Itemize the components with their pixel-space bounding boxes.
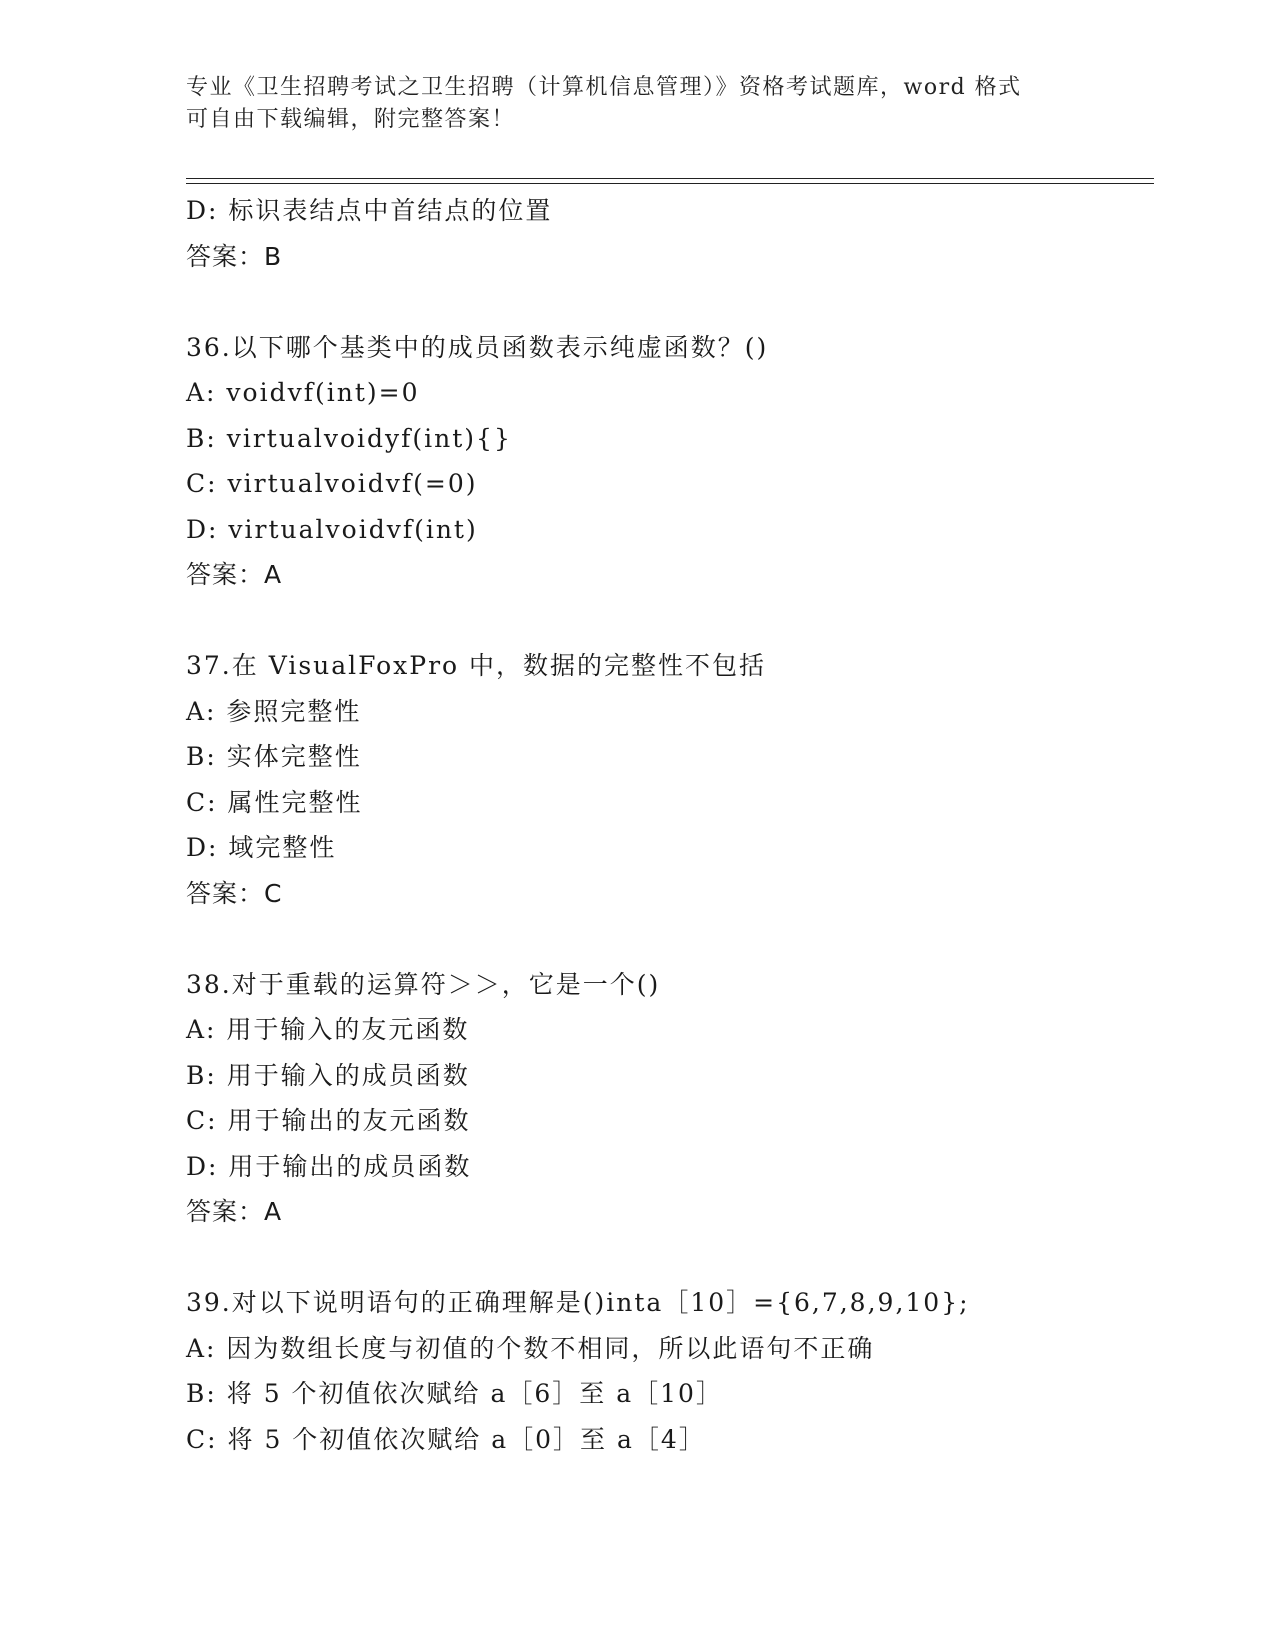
spacer xyxy=(186,916,1146,962)
option-c: C: virtualvoidvf(=0) xyxy=(186,469,478,498)
question-39 xyxy=(186,1280,1146,1462)
option-d: D: 域完整性 xyxy=(186,833,337,862)
option-a: A: voidvf(int)=0 xyxy=(186,378,420,407)
document-header xyxy=(186,72,1086,136)
option-b: B: virtualvoidyf(int){} xyxy=(186,423,512,453)
option-a: A: 用于输入的友元函数 xyxy=(186,1015,470,1044)
option-c: C: 属性完整性 xyxy=(186,787,363,817)
question-stem: 36.以下哪个基类中的成员函数表示纯虚函数？() xyxy=(186,332,769,362)
option-c: C: 将 5 个初值依次赋给 a［0］至 a［4］ xyxy=(186,1424,706,1454)
option-b: B: 将 5 个初值依次赋给 a［6］至 a［10］ xyxy=(186,1379,723,1408)
spacer xyxy=(186,598,1146,644)
option-a: A: 参照完整性 xyxy=(186,696,362,726)
option-a: A: 因为数组长度与初值的个数不相同，所以此语句不正确 xyxy=(186,1333,875,1363)
option-b: B: 用于输入的成员函数 xyxy=(186,1060,470,1090)
header-line-2: 可自由下载编辑，附完整答案！ xyxy=(186,107,516,132)
answer-label: 答案：A xyxy=(186,560,283,589)
option-b: B: 实体完整性 xyxy=(186,742,362,771)
option-d: D: 标识表结点中首结点的位置 xyxy=(186,196,553,225)
answer-label: 答案：C xyxy=(186,878,283,908)
question-stem: 38.对于重载的运算符＞＞，它是一个() xyxy=(186,969,661,999)
question-stem: 37.在 VisualFoxPro 中，数据的完整性不包括 xyxy=(186,651,767,680)
question-35-tail xyxy=(186,188,1146,279)
option-d: D: 用于输出的成员函数 xyxy=(186,1151,472,1181)
question-stem: 39.对以下说明语句的正确理解是()inta［10］={6,7,8,9,10}; xyxy=(186,1288,970,1317)
spacer xyxy=(186,1235,1146,1281)
question-36 xyxy=(186,325,1146,598)
answer-label: 答案：A xyxy=(186,1197,283,1226)
header-line-1: 专业《卫生招聘考试之卫生招聘（计算机信息管理）》资格考试题库，word 格式 xyxy=(186,75,1022,100)
spacer xyxy=(186,279,1146,325)
header-divider-top xyxy=(186,178,1154,179)
question-38 xyxy=(186,962,1146,1235)
answer-label: 答案：B xyxy=(186,241,283,271)
question-37 xyxy=(186,643,1146,916)
question-list xyxy=(186,188,1146,1462)
option-c: C: 用于输出的友元函数 xyxy=(186,1106,471,1135)
option-d: D: virtualvoidvf(int) xyxy=(186,514,478,544)
header-divider-bottom xyxy=(186,183,1154,184)
